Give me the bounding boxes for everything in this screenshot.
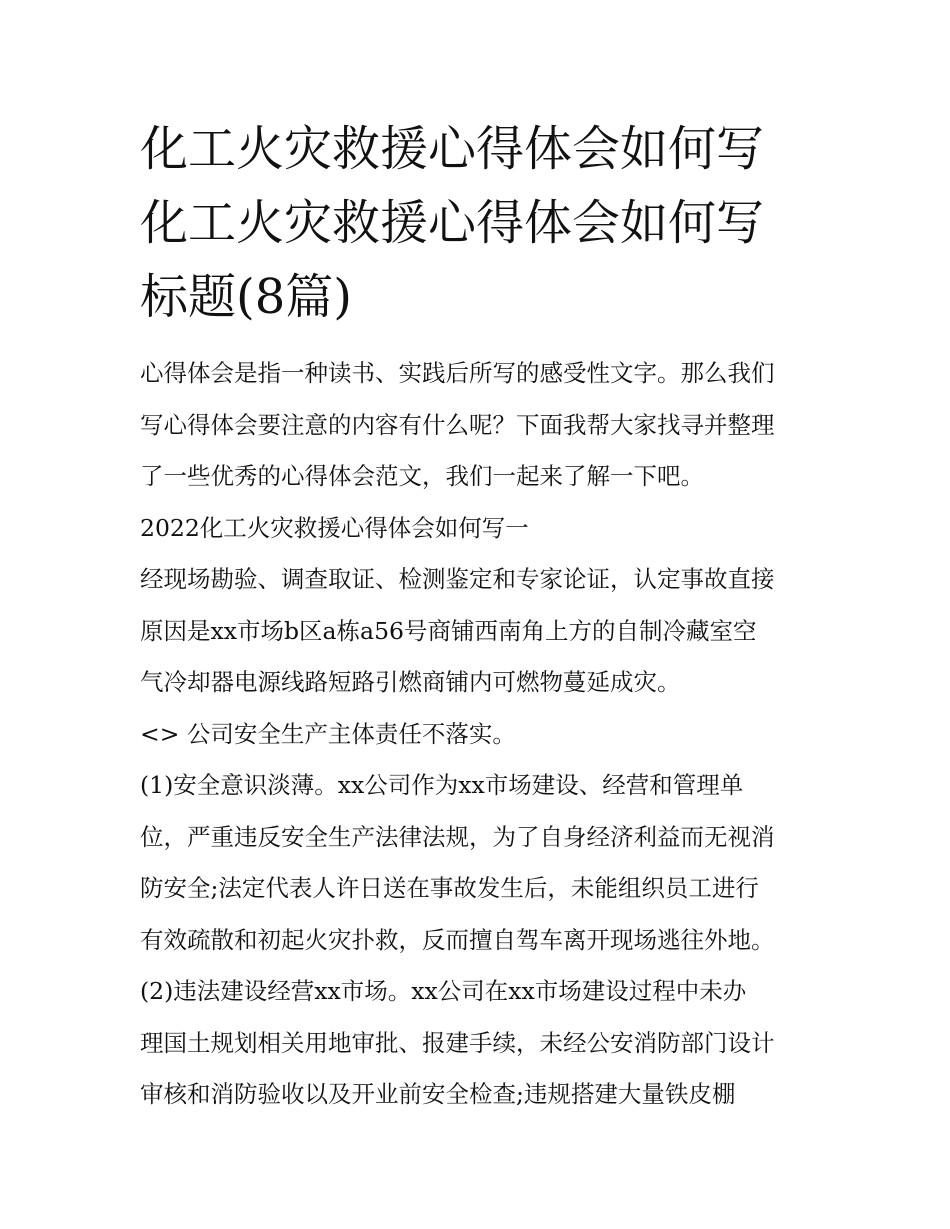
text-line: 原因是xx市场b区a栋a56号商铺西南角上方的自制冷藏室空: [140, 616, 757, 645]
document-body: [140, 112, 830, 1121]
text-line: 了一些优秀的心得体会范文，我们一起来了解一下吧。: [140, 462, 704, 490]
point-2-paragraph: [140, 966, 830, 1121]
text-line: 有效疏散和初起火灾扑救，反而擅自驾车离开现场逃往外地。: [140, 925, 775, 954]
text-line: 经现场勘验、调查取证、检测鉴定和专家论证，认定事故直接: [140, 565, 775, 593]
text-line: 防安全;法定代表人许日送在事故发生后，未能组织员工进行: [140, 874, 759, 902]
text-line: (1)安全意识淡薄。xx公司作为xx市场建设、经营和管理单: [140, 771, 744, 799]
text-line: 2022化工火灾救援心得体会如何写一: [140, 513, 529, 542]
text-line: 位，严重违反安全生产法律法规，为了自身经济利益而无视消: [140, 822, 775, 851]
text-line: 气冷却器电源线路短路引燃商铺内可燃物蔓延成灾。: [140, 668, 681, 696]
document-title: [140, 112, 830, 334]
title-line: 标题(8篇): [140, 269, 352, 325]
text-line: 写心得体会要注意的内容有什么呢？下面我帮大家找寻并整理: [140, 410, 775, 439]
cause-paragraph: [140, 554, 830, 709]
text-line: 理国土规划相关用地审批、报建手续，未经公安消防部门设计: [140, 1028, 775, 1057]
responsibility-paragraph: [140, 709, 830, 761]
point-1-paragraph: [140, 760, 830, 966]
intro-paragraph: [140, 348, 830, 503]
title-line: 化工火灾救援心得体会如何写: [140, 121, 765, 177]
text-line: 审核和消防验收以及开业前安全检查;违规搭建大量铁皮棚: [140, 1080, 736, 1108]
text-line: (2)违法建设经营xx市场。xx公司在xx市场建设过程中未办: [140, 977, 747, 1005]
title-line: 化工火灾救援心得体会如何写: [140, 195, 765, 251]
section-heading: [140, 503, 830, 555]
text-line: 心得体会是指一种读书、实践后所写的感受性文字。那么我们: [140, 359, 775, 387]
text-line: <> 公司安全生产主体责任不落实。: [140, 719, 516, 748]
